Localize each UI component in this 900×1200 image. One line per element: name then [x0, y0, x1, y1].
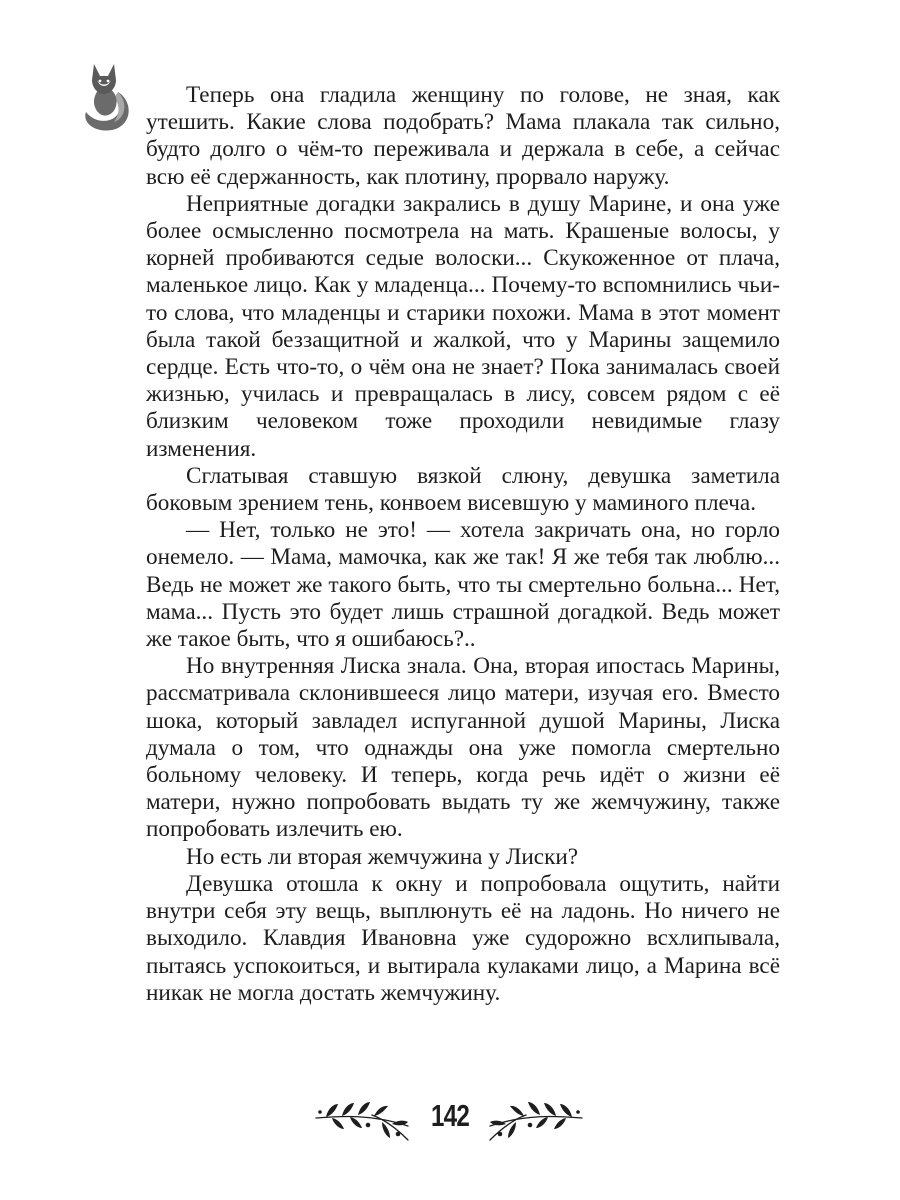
- paragraph: Но есть ли вторая жемчужина у Лиски?: [186, 843, 579, 870]
- paragraph: Но внутренняя Лиска знала. Она, вторая ипостась Марины, рассматривала склонившееся лицо матери, изучая его. Вместо шока, который завладел испуганной душой Марины, Лиска думала о том, что однажды она уже помогла смертельно больному человеку. И теперь, когда речь идёт о жизни её матери, нужно попробовать выдать ту же жемчужину, также попробовать излечить ею.: [146, 653, 780, 843]
- paragraph: Теперь она гладила женщину по голове, не зная, как утешить. Какие слова подобрать? Мама плакала так сильно, будто долго о чём-то переживала и держала в себе, а сейчас всю её сдержанность, как плотину, прорвало наружу.: [146, 82, 780, 190]
- paragraph: Неприятные догадки закрались в душу Марине, и она уже более осмысленно посмотрела на мать. Крашеные волосы, у корней пробиваются седые волоски... Скукоженное от плача, маленькое лицо. Как у младенца... Почему-то вспомнились чьи-то слова, что младенцы и старики похожи. Мама в этот момент была такой беззащитной и жалкой, что у Марины защемило сердце. Есть что-то, о чём она не знает? Пока занималась своей жизнью, училась и превращалась в лису, совсем рядом с её близким человеком тоже проходили невидимые глазу изменения.: [146, 190, 780, 462]
- fox-icon: [78, 58, 134, 134]
- paragraph: — Нет, только не это! — хотела закричать она, но горло онемело. — Мама, мамочка, как же так! Я же тебя так люблю... Ведь не может же такого быть, что ты смертельно больна... Нет, мама... Пусть это будет лишь страшной догадкой. Ведь может же такое быть, что я ошибаюсь?..: [146, 517, 780, 653]
- laurel-branch-icon: [312, 1096, 416, 1142]
- paragraph: Девушка отошла к окну и попробовала ощутить, найти внутри себя эту вещь, выплюнуть её на ладонь. Но ничего не выходило. Клавдия Ивановна уже судорожно всхлипывала, пытаясь успокоиться, и вытирала кулаками лицо, а Марина всё никак не могла достать жемчужину.: [146, 870, 780, 1006]
- paragraph: Сглатывая ставшую вязкой слюну, девушка заметила боковым зрением тень, конвоем висевшую у маминого плеча.: [146, 462, 780, 517]
- page-footer: [0, 1090, 900, 1146]
- body-text: [146, 82, 780, 1007]
- laurel-branch-icon: [482, 1096, 586, 1142]
- page-number: 142: [430, 1098, 470, 1133]
